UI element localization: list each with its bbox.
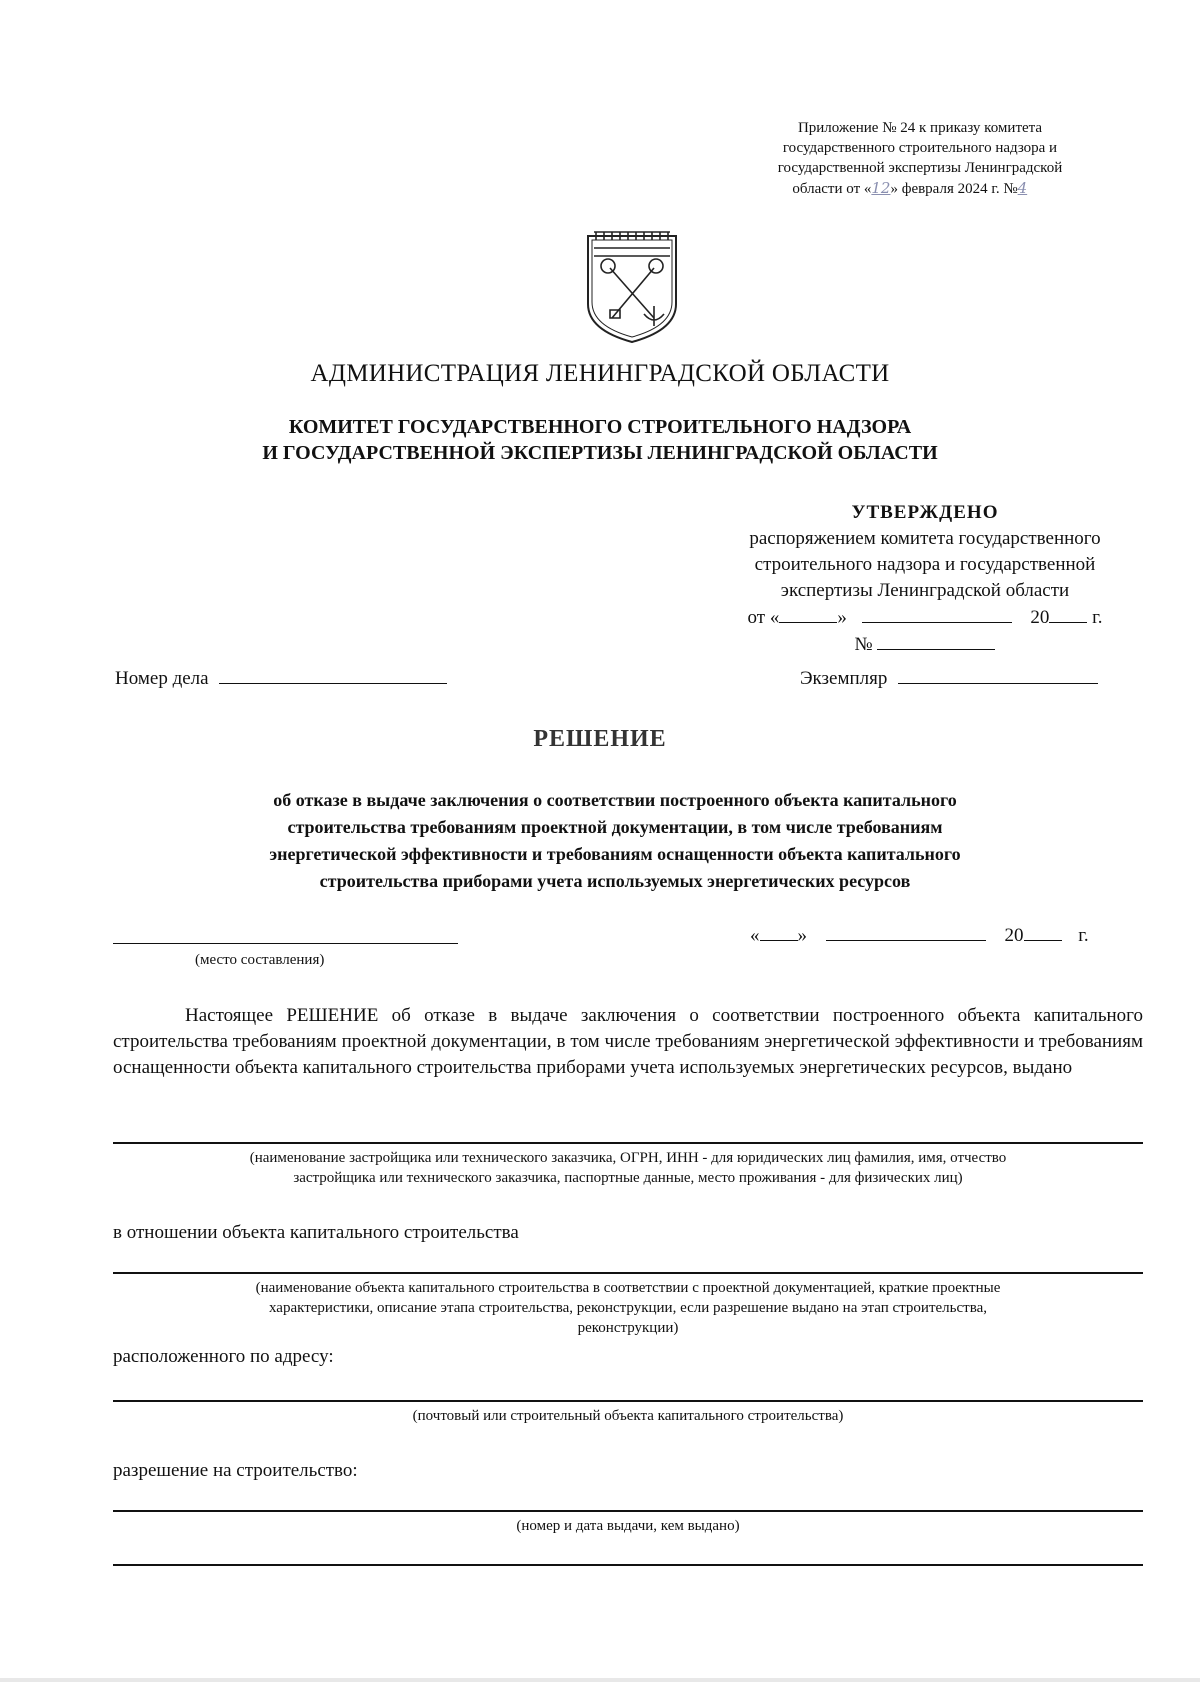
approved-number-line: № [690,631,1160,658]
approved-number-blank[interactable] [877,631,995,650]
place-caption: (место составления) [195,952,325,968]
coat-of-arms-emblem [582,226,682,346]
approved-month-blank[interactable] [862,604,1012,623]
appendix-line-4: области от «12» февраля 2024 г. №4 [720,178,1120,199]
committee-name [0,414,1200,466]
decision-title: РЕШЕНИЕ [533,726,667,752]
appendix-line-1: Приложение № 24 к приказу комитета [797,120,1043,136]
address-caption: (почтовый или строительный объекта капитального строительства) [412,1408,844,1424]
appendix-line-2: государственного строительного надзора и [782,140,1058,156]
permit-caption: (номер и дата выдачи, кем выдано) [516,1518,740,1534]
approved-year-blank[interactable] [1049,604,1087,623]
approved-line-3: экспертизы Ленинградской области [780,580,1070,601]
appendix-line-3: государственной экспертизы Ленинградской [777,160,1063,176]
address-label: расположенного по адресу: [113,1346,334,1367]
decision-month-blank[interactable] [826,922,986,941]
object-label: в отношении объекта капитального строительства [113,1222,519,1243]
handwritten-day: 12 [871,179,891,197]
developer-caption: (наименование застройщика или технического заказчика, ОГРН, ИНН - для юридических лиц фамилия, имя, отчество застройщика или технического заказчика, паспортные данные, место проживания - для физических лиц) [249,1150,1007,1186]
approved-line-1: распоряжением комитета государственного [749,528,1101,549]
scan-edge [0,1678,1200,1682]
appendix-note [720,118,1120,199]
copy-label: Экземпляр [800,668,888,689]
approved-title: УТВЕРЖДЕНО [851,502,999,523]
body-paragraph: Настоящее РЕШЕНИЕ об отказе в выдаче заключения о соответствии построенного объекта капитального строительства требованиям проектной документации, в том числе требованиям энергетической эффективности и требованиям оснащенности объекта капитального строительства приборами учета используемых энергетических ресурсов, выдано [113,1005,1143,1078]
place-blank[interactable] [113,943,458,944]
decision-day-blank[interactable] [760,922,798,941]
administration-title: АДМИНИСТРАЦИЯ ЛЕНИНГРАДСКОЙ ОБЛАСТИ [310,360,890,387]
decision-year-blank[interactable] [1024,922,1062,941]
case-number-label: Номер дела [115,668,209,689]
approved-date-line: от « » 20 г. [690,604,1160,631]
decision-date-line: « » 20 г. [750,922,1089,947]
approved-line-2: строительного надзора и государственной [754,554,1096,575]
approval-block [690,500,1160,658]
case-number-field [115,665,447,690]
permit-blank[interactable] [113,1510,1143,1512]
address-blank[interactable] [113,1400,1143,1402]
committee-line-1: КОМИТЕТ ГОСУДАРСТВЕННОГО СТРОИТЕЛЬНОГО НАДЗОРА [288,416,912,438]
copy-field [800,665,1098,690]
committee-line-2: И ГОСУДАРСТВЕННОЙ ЭКСПЕРТИЗЫ ЛЕНИНГРАДСКОЙ ОБЛАСТИ [262,442,938,464]
decision-subject: об отказе в выдаче заключения о соответствии построенного объекта капитального строительства требованиям проектной документации, в том числе требованиям энергетической эффективности и требованиям оснащенности объекта капитального строительства приборами учета используемых энергетических ресурсов [269,790,961,891]
permit-blank-2[interactable] [113,1564,1143,1566]
approved-day-blank[interactable] [779,604,837,623]
copy-blank[interactable] [898,665,1098,684]
object-blank[interactable] [113,1272,1143,1274]
case-number-blank[interactable] [219,665,447,684]
handwritten-number: 4 [1017,179,1028,197]
permit-label: разрешение на строительство: [113,1460,358,1481]
developer-blank[interactable] [113,1142,1143,1144]
object-caption: (наименование объекта капитального строительства в соответствии с проектной документацией, краткие проектные характеристики, описание этапа строительства, реконструкции, если разрешение выдано на этап строительства, реконструкции) [255,1280,1001,1336]
